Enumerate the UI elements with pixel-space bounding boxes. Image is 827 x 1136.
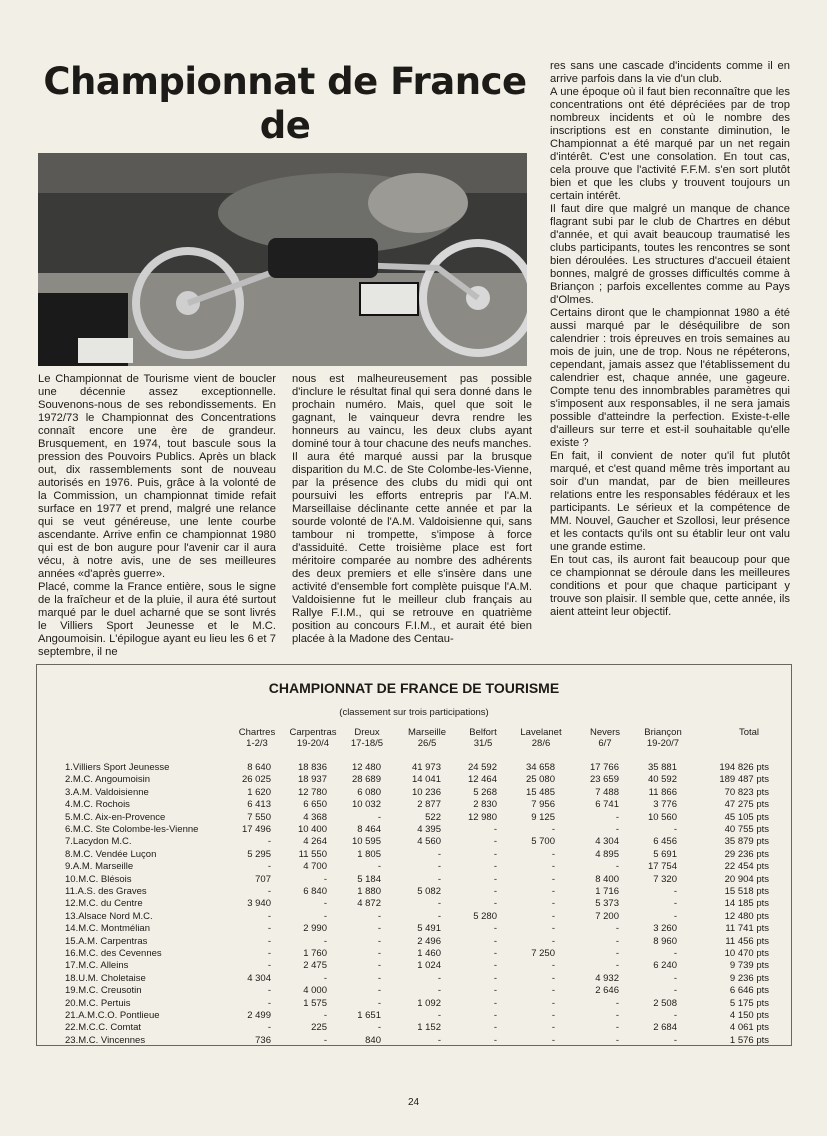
score-cell: - bbox=[323, 1010, 327, 1021]
score-cell: 34 658 bbox=[525, 762, 555, 773]
score-cell: 4 264 bbox=[303, 836, 327, 848]
score-cell: - bbox=[267, 960, 271, 972]
total-cell: 12 480 pts bbox=[724, 910, 769, 922]
table-row bbox=[37, 1010, 791, 1022]
score-cell: - bbox=[551, 935, 555, 947]
table-row bbox=[37, 886, 791, 898]
score-cell: 5 295 bbox=[247, 848, 271, 860]
score-cell: 7 956 bbox=[531, 799, 555, 811]
score-cell: 5 491 bbox=[417, 923, 441, 935]
club-name: 21.A.M.C.O. Pontlieue bbox=[65, 1010, 160, 1021]
score-cell: - bbox=[551, 960, 555, 972]
score-cell: 5 373 bbox=[595, 898, 619, 910]
table-row bbox=[37, 1035, 791, 1047]
score-cell: 6 650 bbox=[303, 799, 327, 811]
column-header-name: Briançon bbox=[644, 727, 682, 738]
score-cell: 8 464 bbox=[357, 824, 381, 835]
club-name: 19.M.C. Creusotin bbox=[65, 985, 142, 997]
total-cell: 29 236 pts bbox=[724, 848, 769, 860]
score-cell: 7 200 bbox=[595, 910, 619, 922]
score-cell: - bbox=[267, 948, 271, 959]
score-cell: - bbox=[615, 1010, 619, 1021]
score-cell: 5 280 bbox=[473, 910, 497, 922]
score-cell: 6 840 bbox=[303, 886, 327, 897]
club-name: 2.M.C. Angoumoisin bbox=[65, 774, 151, 786]
score-cell: - bbox=[437, 898, 441, 910]
motorcycle-photo bbox=[38, 153, 527, 366]
score-cell: - bbox=[673, 910, 677, 922]
score-cell: - bbox=[615, 824, 619, 835]
score-cell: 17 496 bbox=[241, 824, 271, 835]
score-cell: - bbox=[673, 824, 677, 835]
club-name: 7.Lacydon M.C. bbox=[65, 836, 132, 848]
club-name: 18.U.M. Choletaise bbox=[65, 972, 146, 984]
score-cell: 1 760 bbox=[303, 948, 327, 959]
score-cell: - bbox=[493, 1034, 497, 1046]
score-cell: 4 395 bbox=[417, 824, 441, 835]
score-cell: - bbox=[493, 836, 497, 848]
score-cell: - bbox=[551, 972, 555, 984]
score-cell: 23 659 bbox=[589, 774, 619, 786]
score-cell: 3 260 bbox=[653, 923, 677, 935]
score-cell: - bbox=[551, 898, 555, 910]
title-line-1: Championnat de France de bbox=[43, 60, 527, 147]
score-cell: - bbox=[493, 923, 497, 935]
score-cell: - bbox=[615, 960, 619, 972]
total-cell: 189 487 pts bbox=[719, 774, 769, 786]
column-header-date: 28/6 bbox=[531, 738, 551, 749]
score-cell: 2 508 bbox=[653, 997, 677, 1009]
score-cell: 707 bbox=[255, 873, 271, 885]
score-cell: 24 592 bbox=[467, 762, 497, 773]
score-cell: - bbox=[615, 997, 619, 1009]
column-header bbox=[714, 727, 784, 738]
total-cell: 194 826 pts bbox=[719, 762, 769, 773]
total-cell: 15 518 pts bbox=[724, 886, 769, 897]
score-cell: - bbox=[377, 923, 381, 935]
score-cell: 10 236 bbox=[411, 786, 441, 798]
score-cell: 2 990 bbox=[303, 923, 327, 935]
score-cell: 1 024 bbox=[417, 960, 441, 972]
table-row bbox=[37, 849, 791, 861]
score-cell: - bbox=[437, 910, 441, 922]
total-cell: 4 061 pts bbox=[729, 1022, 769, 1034]
column-header-name: Nevers bbox=[589, 727, 621, 738]
total-cell: 10 470 pts bbox=[724, 948, 769, 959]
column-header-name: Lavelanet bbox=[520, 727, 562, 738]
score-cell: 2 499 bbox=[247, 1010, 271, 1021]
club-name: 23.M.C. Vincennes bbox=[65, 1034, 146, 1046]
score-cell: 5 700 bbox=[531, 836, 555, 848]
column-header-name: Marseille bbox=[407, 727, 446, 738]
table-row bbox=[37, 985, 791, 997]
total-cell: 5 175 pts bbox=[729, 997, 769, 1009]
score-cell: - bbox=[437, 1010, 441, 1021]
club-name: 11.A.S. des Graves bbox=[65, 886, 147, 897]
club-name: 5.M.C. Aix-en-Provence bbox=[65, 811, 166, 823]
score-cell: - bbox=[493, 1010, 497, 1021]
score-cell: - bbox=[673, 985, 677, 997]
club-name: 16.M.C. des Cevennes bbox=[65, 948, 162, 959]
score-cell: 10 032 bbox=[351, 799, 381, 811]
column-header-name: Chartres bbox=[238, 727, 276, 738]
score-cell: - bbox=[377, 948, 381, 959]
score-cell: 5 082 bbox=[417, 886, 441, 897]
score-cell: 25 080 bbox=[525, 774, 555, 786]
club-name: 20.M.C. Pertuis bbox=[65, 997, 131, 1009]
score-cell: - bbox=[615, 935, 619, 947]
table-row bbox=[37, 762, 791, 774]
score-cell: 2 496 bbox=[417, 935, 441, 947]
column-header-date: 19-20/7 bbox=[646, 738, 680, 749]
score-cell: - bbox=[551, 1034, 555, 1046]
score-cell: - bbox=[267, 910, 271, 922]
score-cell: 17 766 bbox=[589, 762, 619, 773]
column-header bbox=[628, 727, 698, 749]
club-name: 13.Alsace Nord M.C. bbox=[65, 910, 153, 922]
score-cell: 7 550 bbox=[247, 811, 271, 823]
score-cell: - bbox=[673, 972, 677, 984]
score-cell: - bbox=[267, 985, 271, 997]
score-cell: 3 940 bbox=[247, 898, 271, 910]
club-name: 1.Villiers Sport Jeunesse bbox=[65, 762, 170, 773]
score-cell: 28 689 bbox=[351, 774, 381, 786]
table-row bbox=[37, 774, 791, 786]
score-cell: - bbox=[377, 910, 381, 922]
club-name: 4.M.C. Rochois bbox=[65, 799, 130, 811]
club-name: 15.A.M. Carpentras bbox=[65, 935, 148, 947]
score-cell: 12 980 bbox=[467, 811, 497, 823]
score-cell: 4 368 bbox=[303, 811, 327, 823]
score-cell: 8 400 bbox=[595, 873, 619, 885]
score-cell: 522 bbox=[425, 811, 441, 823]
score-cell: - bbox=[493, 997, 497, 1009]
score-cell: - bbox=[377, 861, 381, 873]
score-cell: - bbox=[437, 873, 441, 885]
total-cell: 4 150 pts bbox=[729, 1010, 769, 1021]
table-row bbox=[37, 799, 791, 811]
score-cell: 1 620 bbox=[247, 786, 271, 798]
total-cell: 11 456 pts bbox=[725, 935, 769, 947]
score-cell: 5 184 bbox=[357, 873, 381, 885]
score-cell: 11 866 bbox=[648, 786, 677, 798]
score-cell: - bbox=[551, 997, 555, 1009]
score-cell: - bbox=[615, 1034, 619, 1046]
score-cell: 8 640 bbox=[247, 762, 271, 773]
column-header bbox=[506, 727, 576, 749]
column-header-name: Carpentras bbox=[289, 727, 337, 738]
score-cell: 1 651 bbox=[357, 1010, 381, 1021]
score-cell: 840 bbox=[365, 1034, 381, 1046]
score-cell: - bbox=[377, 960, 381, 972]
score-cell: - bbox=[377, 972, 381, 984]
score-cell: - bbox=[437, 861, 441, 873]
score-cell: - bbox=[673, 1010, 677, 1021]
score-cell: 1 716 bbox=[595, 886, 619, 897]
article-column-3: res sans une cascade d'incidents comme il en arrive parfois dans la vie d'un club. A une époque où il faut bien reconnaître que les concentrations ont été dépréciées par de trop nombreux incidents et où le nombre des inscriptions est en constante diminution, le Championnat a été marqué par un net regain d'intérêt. C'est une consolation. En tout cas, cela prouve que l'activité F.F.M. s'en sort plutôt bien et que les clubs y trouvent toujours un certain intérêt. Il faut dire que malgré un manque de chance flagrant subi par le club de Chartres en début d'année, et qui avait beaucoup traumatisé les clubs participants, toutes les rencontres se sont bien déroulées. Les structures d'accueil étaient bonnes, malgré de grosses difficultés comme à Briançon ; parfois excellentes comme au Pays d'Olmes. Certains diront que le championnat 1980 a été aussi marqué par le déséquilibre de son calendrier : trois épreuves en trois semaines au mois de juin, une de trop. Nous ne répéterons, cependant, jamais assez que l'établissement du calendrier est, chaque année, une gageure. Compte tenu des innombrables paramètres qui s'imposent aux responsables, il ne sera jamais possible d'atteindre la perfection. Existe-t-elle d'ailleurs sur terre et est-il souhaitable qu'elle existe ? En fait, il convient de noter qu'il fut plutôt marqué, et c'est quand même très important au soir d'un mandat, par de bien meilleures relations entre les responsables fédéraux et les participants. Le sérieux et la compétence de MM. Nouvel, Gaucher et Szollosi, leur présence et les contacts qu'ils ont su établir leur ont valu une grande estime. En tout cas, ils auront fait beaucoup pour que ce championnat se déroule dans les meilleures conditions et pour que chaque participant y trouve son plaisir. Il semble que, cette année, ils aient atteint leur objectif. bbox=[550, 60, 790, 618]
score-cell: 736 bbox=[255, 1034, 271, 1046]
score-cell: 1 805 bbox=[357, 848, 381, 860]
score-cell: 6 456 bbox=[653, 836, 677, 848]
column-header-name: Belfort bbox=[469, 727, 497, 738]
page-number: 24 bbox=[407, 1097, 420, 1108]
table-row bbox=[37, 812, 791, 824]
score-cell: 225 bbox=[311, 1022, 327, 1034]
score-cell: - bbox=[551, 910, 555, 922]
score-cell: 26 025 bbox=[241, 774, 271, 786]
score-cell: - bbox=[551, 861, 555, 873]
table-row bbox=[37, 861, 791, 873]
score-cell: - bbox=[493, 935, 497, 947]
score-cell: - bbox=[437, 985, 441, 997]
score-cell: - bbox=[673, 1034, 677, 1046]
score-cell: 17 754 bbox=[647, 861, 677, 873]
total-cell: 6 646 pts bbox=[729, 985, 769, 997]
score-cell: 2 475 bbox=[303, 960, 327, 972]
score-cell: 12 480 bbox=[351, 762, 381, 773]
score-cell: - bbox=[615, 1022, 619, 1034]
score-cell: 1 460 bbox=[417, 948, 441, 959]
score-cell: - bbox=[267, 1022, 271, 1034]
column-header-date: 31/5 bbox=[473, 738, 493, 749]
table-row bbox=[37, 824, 791, 836]
table-row bbox=[37, 911, 791, 923]
article-column-1: Le Championnat de Tourisme vient de boucler une décennie assez exceptionnelle. Souvenons-nous de ses rebondissements. En 1972/73 le Championnat des Concentrations connaît encore une ère de grandeur. Brusquement, en 1974, tout bascule sous la pression des Pouvoirs Publics. Après un black out, dix rassemblements sont de nouveau autorisés en 1976. Puis, grâce à la volonté de la Commission, un championnat timide refait surface en 1977 et prend, malgré une relance qui se veut généreuse, une lente courbe ascendante. Arrive enfin ce championnat 1980 qui est de bon augure pour l'avenir car il aura vécu, à notre avis, une de ses meilleures années «d'après guerre». Placé, comme la France entière, sous le signe de la fraîcheur et de la pluie, il aura été surtout marqué par le duel acharné que se sont livrés le Villiers Sport Jeunesse et le M.C. Angoumoisin. L'épilogue ayant eu lieu les 6 et 7 septembre, il ne bbox=[38, 373, 276, 658]
score-cell: - bbox=[615, 948, 619, 959]
score-cell: - bbox=[493, 873, 497, 885]
score-cell: 10 595 bbox=[351, 836, 381, 848]
score-cell: 9 125 bbox=[531, 811, 555, 823]
score-cell: - bbox=[551, 985, 555, 997]
standings-table bbox=[36, 664, 792, 1046]
score-cell: - bbox=[615, 811, 619, 823]
club-name: 10.M.C. Blésois bbox=[65, 873, 132, 885]
score-cell: - bbox=[323, 898, 327, 910]
score-cell: - bbox=[377, 997, 381, 1009]
table-row bbox=[37, 787, 791, 799]
score-cell: - bbox=[493, 848, 497, 860]
score-cell: 2 877 bbox=[417, 799, 441, 811]
score-cell: - bbox=[267, 923, 271, 935]
score-cell: - bbox=[493, 948, 497, 959]
score-cell: - bbox=[551, 1022, 555, 1034]
score-cell: - bbox=[267, 935, 271, 947]
club-name: 14.M.C. Montmélian bbox=[65, 923, 151, 935]
total-cell: 9 236 pts bbox=[729, 972, 769, 984]
total-cell: 45 105 pts bbox=[724, 811, 769, 823]
score-cell: 2 684 bbox=[653, 1022, 677, 1034]
score-cell: 6 080 bbox=[357, 786, 381, 798]
table-row bbox=[37, 898, 791, 910]
score-cell: - bbox=[377, 985, 381, 997]
score-cell: 18 937 bbox=[297, 774, 327, 786]
score-cell: - bbox=[551, 824, 555, 835]
club-name: 22.M.C.C. Comtat bbox=[65, 1022, 142, 1034]
score-cell: 4 000 bbox=[303, 985, 327, 997]
score-cell: - bbox=[493, 972, 497, 984]
score-cell: - bbox=[323, 935, 327, 947]
score-cell: 4 304 bbox=[595, 836, 619, 848]
club-name: 12.M.C. du Centre bbox=[65, 898, 143, 910]
score-cell: - bbox=[551, 886, 555, 897]
score-cell: - bbox=[267, 886, 271, 897]
score-cell: 7 488 bbox=[595, 786, 619, 798]
score-cell: 6 741 bbox=[595, 799, 619, 811]
score-cell: - bbox=[377, 1022, 381, 1034]
column-header-date: 19-20/4 bbox=[296, 738, 330, 749]
score-cell: - bbox=[437, 848, 441, 860]
total-cell: 9 739 pts bbox=[729, 960, 769, 972]
score-cell: - bbox=[323, 1034, 327, 1046]
score-cell: 15 485 bbox=[525, 786, 555, 798]
score-cell: - bbox=[323, 873, 327, 885]
score-cell: 12 464 bbox=[467, 774, 497, 786]
table-row bbox=[37, 836, 791, 848]
score-cell: 4 872 bbox=[357, 898, 381, 910]
score-cell: - bbox=[323, 972, 327, 984]
score-cell: 1 092 bbox=[417, 997, 441, 1009]
score-cell: 4 932 bbox=[595, 972, 619, 984]
total-cell: 35 879 pts bbox=[724, 836, 769, 848]
score-cell: 3 776 bbox=[653, 799, 677, 811]
score-cell: 14 041 bbox=[411, 774, 441, 786]
score-cell: 4 304 bbox=[247, 972, 271, 984]
score-cell: - bbox=[493, 960, 497, 972]
score-cell: - bbox=[267, 836, 271, 848]
score-cell: 2 646 bbox=[595, 985, 619, 997]
table-row bbox=[37, 874, 791, 886]
total-cell: 47 275 pts bbox=[724, 799, 769, 811]
club-name: 6.M.C. Ste Colombe-les-Vienne bbox=[65, 824, 199, 835]
score-cell: 7 250 bbox=[531, 948, 555, 959]
column-header-date: 26/5 bbox=[417, 738, 437, 749]
score-cell: - bbox=[493, 1022, 497, 1034]
score-cell: - bbox=[377, 935, 381, 947]
score-cell: - bbox=[493, 824, 497, 835]
club-name: 9.A.M. Marseille bbox=[65, 861, 134, 873]
score-cell: 18 836 bbox=[297, 762, 327, 773]
score-cell: - bbox=[493, 861, 497, 873]
score-cell: - bbox=[551, 848, 555, 860]
score-cell: - bbox=[493, 985, 497, 997]
score-cell: 1 152 bbox=[417, 1022, 441, 1034]
article-column-2: nous est malheureusement pas possible d'inclure le résultat final qui sera donné dans le prochain numéro. Mais, quel que soit le gagnant, le vainqueur devra rendre les honneurs au vaincu, les deux clubs ayant dominé tour à tour chacune des neufs manches. Il aura été marqué aussi par la brusque disparition du M.C. de Ste Colombe-les-Vienne, par la présence des clubs du midi qui ont poursuivi les efforts entrepris par l'A.M. Marseillaise déclinante cette année et par la sourde volonté de l'A.M. Valdoisienne qui, sans tambour ni trompette, s'impose à force d'assiduité. Cette troisième place est fort méritoire comparée au nombre des adhérents des deux premiers et elle s'insère dans une activité d'ensemble fort complète puisque l'A.M. Valdoisienne fut le meilleur club français au Rallye F.I.M., qui se retrouve en quatrième position au concours F.I.M., et aurait été bien placée à la Madone des Centau- bbox=[292, 373, 532, 645]
score-cell: - bbox=[673, 898, 677, 910]
table-row bbox=[37, 973, 791, 985]
score-cell: 5 268 bbox=[473, 786, 497, 798]
score-cell: - bbox=[377, 811, 381, 823]
column-header-name: Dreux bbox=[354, 727, 380, 738]
score-cell: 6 413 bbox=[247, 799, 271, 811]
score-cell: 4 700 bbox=[303, 861, 327, 873]
score-cell: 40 592 bbox=[647, 774, 677, 786]
total-cell: 1 576 pts bbox=[729, 1034, 769, 1046]
score-cell: - bbox=[493, 898, 497, 910]
score-cell: 11 550 bbox=[298, 848, 327, 860]
total-cell: 14 185 pts bbox=[724, 898, 769, 910]
score-cell: - bbox=[551, 873, 555, 885]
score-cell: - bbox=[437, 972, 441, 984]
score-cell: 35 881 bbox=[647, 762, 677, 773]
score-cell: 6 240 bbox=[653, 960, 677, 972]
table-row bbox=[37, 1022, 791, 1034]
total-cell: 70 823 pts bbox=[724, 786, 769, 798]
score-cell: - bbox=[267, 861, 271, 873]
score-cell: 10 560 bbox=[647, 811, 677, 823]
column-header-name: Total bbox=[738, 727, 760, 738]
club-name: 8.M.C. Vendée Luçon bbox=[65, 848, 157, 860]
motorcycle-illustration bbox=[38, 153, 527, 366]
table-row bbox=[37, 923, 791, 935]
score-cell: 8 960 bbox=[653, 935, 677, 947]
club-name: 17.M.C. Alleins bbox=[65, 960, 129, 972]
score-cell: 10 400 bbox=[297, 824, 327, 835]
score-cell: - bbox=[673, 948, 677, 959]
score-cell: 1 575 bbox=[303, 997, 327, 1009]
score-cell: - bbox=[615, 923, 619, 935]
table-title: CHAMPIONNAT DE FRANCE DE TOURISME bbox=[268, 680, 560, 696]
score-cell: 12 780 bbox=[297, 786, 327, 798]
score-cell: 7 320 bbox=[653, 873, 677, 885]
total-cell: 11 741 pts bbox=[725, 923, 769, 935]
score-cell: 4 895 bbox=[595, 848, 619, 860]
table-row bbox=[37, 998, 791, 1010]
score-cell: 1 880 bbox=[357, 886, 381, 897]
total-cell: 20 904 pts bbox=[724, 873, 769, 885]
score-cell: - bbox=[323, 910, 327, 922]
column-header-date: 1-2/3 bbox=[246, 738, 268, 749]
score-cell: 41 973 bbox=[411, 762, 441, 773]
score-cell: - bbox=[673, 886, 677, 897]
table-row bbox=[37, 936, 791, 948]
score-cell: 2 830 bbox=[473, 799, 497, 811]
score-cell: 4 560 bbox=[417, 836, 441, 848]
score-cell: - bbox=[437, 1034, 441, 1046]
table-subtitle: (classement sur trois participations) bbox=[339, 707, 489, 718]
column-header-date: 17-18/5 bbox=[350, 738, 384, 749]
score-cell: - bbox=[493, 886, 497, 897]
total-cell: 40 755 pts bbox=[724, 824, 769, 835]
total-cell: 22 454 pts bbox=[724, 861, 769, 873]
club-name: 3.A.M. Valdoisienne bbox=[65, 786, 149, 798]
score-cell: - bbox=[267, 997, 271, 1009]
table-row bbox=[37, 960, 791, 972]
score-cell: 5 691 bbox=[653, 848, 677, 860]
score-cell: - bbox=[615, 861, 619, 873]
score-cell: - bbox=[551, 1010, 555, 1021]
table-row bbox=[37, 948, 791, 960]
score-cell: - bbox=[551, 923, 555, 935]
column-header-date: 6/7 bbox=[598, 738, 612, 749]
